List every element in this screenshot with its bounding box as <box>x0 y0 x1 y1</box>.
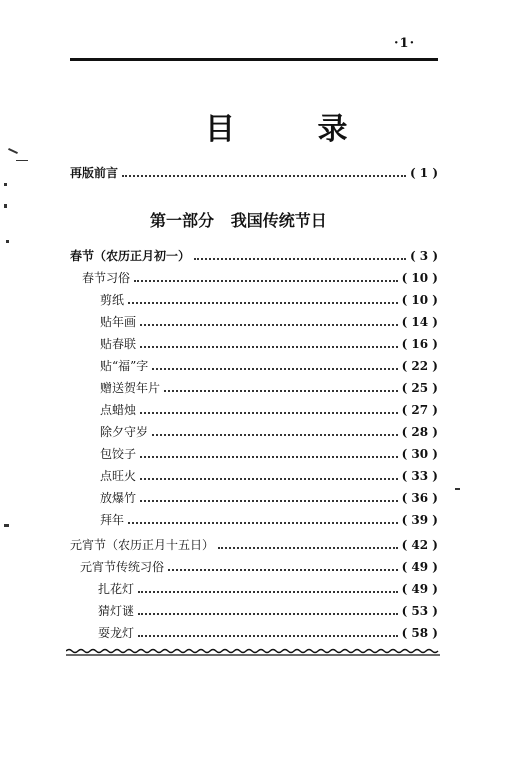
toc-entry[interactable] <box>70 243 438 264</box>
margin-speck <box>6 240 9 243</box>
dot-leader <box>164 390 398 392</box>
toc-entry-page: ( 1 ) <box>409 166 438 180</box>
toc-entry[interactable] <box>82 265 438 286</box>
dot-leader <box>134 280 398 282</box>
page-title: 目 录 <box>205 112 384 147</box>
margin-speck <box>4 524 9 527</box>
toc-entry-label: 元宵节（农历正月十五日） <box>70 538 215 552</box>
bottom-wavy-rule <box>66 648 440 656</box>
dot-leader <box>152 434 398 436</box>
toc-entry-page: ( 42 ) <box>401 538 438 552</box>
toc-entry-page: ( 30 ) <box>401 447 438 461</box>
toc-entry-label: 猜灯谜 <box>98 604 135 618</box>
toc-entry[interactable] <box>100 507 438 528</box>
dot-leader <box>138 613 398 615</box>
toc-entry-page: ( 58 ) <box>401 626 438 640</box>
toc-entry-page: ( 25 ) <box>401 381 438 395</box>
toc-entry[interactable] <box>98 620 438 641</box>
toc-entry[interactable] <box>100 463 438 484</box>
toc-entry-label: 剪纸 <box>100 293 125 307</box>
toc-entry[interactable] <box>100 485 438 506</box>
dot-leader <box>140 324 398 326</box>
toc-entry-label: 赠送贺年片 <box>100 381 161 395</box>
dot-leader <box>122 175 406 177</box>
margin-speck <box>16 160 28 161</box>
margin-speck <box>455 488 460 490</box>
toc-entry-label: 春节习俗 <box>82 271 131 285</box>
toc-entry-label: 扎花灯 <box>98 582 135 596</box>
page-number: ·1· <box>394 36 416 51</box>
toc-entry-page: ( 49 ) <box>401 582 438 596</box>
toc-entry-preface[interactable] <box>70 160 438 181</box>
toc-entry-page: ( 28 ) <box>401 425 438 439</box>
toc-entry-page: ( 10 ) <box>401 271 438 285</box>
toc-entry[interactable] <box>100 309 438 330</box>
toc-entry[interactable] <box>98 576 438 597</box>
toc-entry-label: 放爆竹 <box>100 491 137 505</box>
toc-entry[interactable] <box>100 287 438 308</box>
toc-entry-page: ( 16 ) <box>401 337 438 351</box>
toc-entry-page: ( 53 ) <box>401 604 438 618</box>
toc-entry-label: 再版前言 <box>70 166 119 180</box>
dot-leader <box>128 302 398 304</box>
toc-entry-label: 拜年 <box>100 513 125 527</box>
toc-entry[interactable] <box>98 598 438 619</box>
dot-leader <box>128 522 398 524</box>
toc-entry-label: 点旺火 <box>100 469 137 483</box>
toc-entry-page: ( 3 ) <box>409 249 438 263</box>
toc-entry-label: 贴年画 <box>100 315 137 329</box>
section-heading: 第一部分 我国传统节日 <box>150 211 327 230</box>
dot-leader <box>218 547 398 549</box>
top-rule <box>70 58 438 61</box>
margin-speck <box>8 148 18 154</box>
toc-entry[interactable] <box>100 375 438 396</box>
toc-entry-label: 贴春联 <box>100 337 137 351</box>
dot-leader <box>140 456 398 458</box>
dot-leader <box>140 478 398 480</box>
toc-entry-page: ( 10 ) <box>401 293 438 307</box>
dot-leader <box>140 346 398 348</box>
toc-entry-label: 耍龙灯 <box>98 626 135 640</box>
toc-entry-page: ( 14 ) <box>401 315 438 329</box>
margin-speck <box>4 183 7 186</box>
dot-leader <box>152 368 397 370</box>
toc-entry-page: ( 39 ) <box>401 513 438 527</box>
toc-entry[interactable] <box>80 554 438 575</box>
toc-entry-page: ( 22 ) <box>401 359 438 373</box>
toc-entry-label: 点蜡烛 <box>100 403 137 417</box>
toc-entry-label: 春节（农历正月初一） <box>70 249 191 263</box>
toc-entry[interactable] <box>100 419 438 440</box>
toc-entry-page: ( 36 ) <box>401 491 438 505</box>
dot-leader <box>194 258 406 260</box>
dot-leader <box>138 635 398 637</box>
toc-entry[interactable] <box>100 441 438 462</box>
toc-entry[interactable] <box>70 532 438 553</box>
toc-entry-label: 包饺子 <box>100 447 137 461</box>
dot-leader <box>140 412 398 414</box>
toc-entry-page: ( 27 ) <box>401 403 438 417</box>
toc-entry[interactable] <box>100 353 438 374</box>
toc-entry[interactable] <box>100 331 438 352</box>
toc-entry-label: 除夕守岁 <box>100 425 149 439</box>
dot-leader <box>138 591 398 593</box>
toc-entry-page: ( 49 ) <box>401 560 438 574</box>
margin-speck <box>4 204 7 208</box>
dot-leader <box>140 500 398 502</box>
toc-entry-page: ( 33 ) <box>401 469 438 483</box>
dot-leader <box>168 569 398 571</box>
toc-entry-label: 元宵节传统习俗 <box>80 560 165 574</box>
toc-entry[interactable] <box>100 397 438 418</box>
toc-entry-label: 贴“福”字 <box>100 359 149 373</box>
